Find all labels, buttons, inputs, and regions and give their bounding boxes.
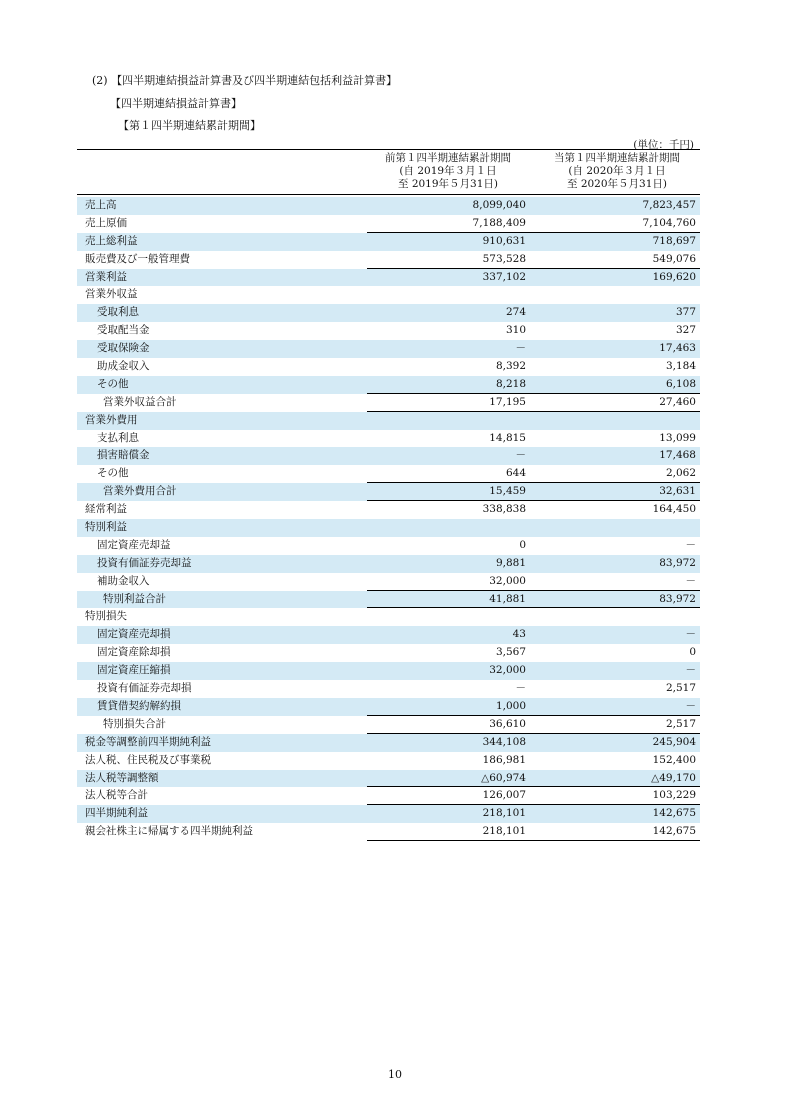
value-prev-period: 14,815 [489, 431, 526, 444]
period-title: 【第１四半期連結累計期間】 [118, 119, 261, 132]
row-label: 営業外費用合計 [103, 485, 177, 498]
row-label: 助成金収入 [97, 360, 150, 373]
value-prev-period: 36,610 [489, 717, 526, 730]
table-row [77, 251, 700, 269]
table-row [77, 555, 700, 573]
row-label: 投資有価証券売却損 [97, 682, 192, 695]
column-header-curr-period [533, 152, 701, 191]
value-prev-period: 910,631 [482, 234, 526, 247]
row-label: 特別損失合計 [103, 717, 166, 730]
table-row [77, 573, 700, 591]
value-curr-period: 142,675 [652, 807, 696, 820]
value-curr-period: 142,675 [652, 825, 696, 838]
table-header [77, 149, 700, 195]
value-prev-period: 15,459 [489, 485, 526, 498]
value-curr-period: 164,450 [652, 503, 696, 516]
table-row [77, 340, 700, 358]
table-row [77, 322, 700, 340]
row-label: 売上原価 [85, 216, 127, 229]
column-header-prev-period [363, 152, 533, 191]
value-curr-period: － [685, 574, 696, 587]
table-row [77, 770, 700, 788]
value-prev-period: 1,000 [495, 699, 526, 712]
value-prev-period: 32,000 [489, 664, 526, 677]
value-curr-period: 6,108 [665, 377, 696, 390]
table-row [77, 215, 700, 233]
value-prev-period: 7,188,409 [472, 216, 526, 229]
table-row [77, 626, 700, 644]
row-label: 法人税等調整額 [85, 771, 159, 784]
table-row [77, 662, 700, 680]
table-row [77, 734, 700, 752]
table-row [77, 805, 700, 823]
table-row [77, 787, 700, 805]
table-row [77, 304, 700, 322]
value-curr-period: 718,697 [652, 234, 696, 247]
row-label: 営業外収益 [85, 288, 138, 301]
value-curr-period: 327 [675, 324, 696, 337]
table-body [77, 197, 700, 841]
row-label: 親会社株主に帰属する四半期純利益 [85, 825, 253, 838]
value-prev-period: 218,101 [482, 825, 526, 838]
row-label: 損害賠償金 [97, 449, 150, 462]
row-label: その他 [97, 377, 129, 390]
column-header-curr-title: 当第１四半期連結累計期間 [554, 152, 680, 164]
table-row [77, 430, 700, 448]
value-prev-period: 186,981 [482, 753, 526, 766]
value-curr-period: 245,904 [652, 735, 696, 748]
column-header-prev-to: 至 2019年５月31日) [397, 178, 499, 190]
table-row [77, 376, 700, 394]
value-curr-period: 17,463 [659, 342, 696, 355]
row-label: 売上総利益 [85, 234, 138, 247]
value-prev-period: 344,108 [482, 735, 526, 748]
row-label: 経常利益 [85, 503, 127, 516]
value-prev-period: － [515, 449, 526, 462]
table-row [77, 519, 700, 537]
row-label: 受取配当金 [97, 324, 150, 337]
value-prev-period: 218,101 [482, 807, 526, 820]
row-label: 営業外収益合計 [103, 395, 177, 408]
rule-gap [530, 840, 538, 841]
table-row [77, 465, 700, 483]
column-header-curr-from: (自 2020年３月１日 [568, 165, 666, 177]
table-row [77, 608, 700, 626]
value-curr-period: 2,517 [665, 682, 696, 695]
value-prev-period: 43 [512, 628, 526, 641]
value-curr-period: 17,468 [659, 449, 696, 462]
table-row [77, 412, 700, 430]
row-label: 固定資産圧縮損 [97, 664, 171, 677]
table-row [77, 716, 700, 734]
value-curr-period: 103,229 [652, 789, 696, 802]
value-curr-period: － [685, 628, 696, 641]
table-row [77, 286, 700, 304]
table-row [77, 197, 700, 215]
value-curr-period: 2,517 [665, 717, 696, 730]
row-label: 固定資産売却益 [97, 538, 171, 551]
value-curr-period: － [685, 699, 696, 712]
value-prev-period: 644 [505, 467, 526, 480]
row-label: 法人税、住民税及び事業税 [85, 753, 211, 766]
section-heading: (2) 【四半期連結損益計算書及び四半期連結包括利益計算書】 [92, 74, 398, 87]
table-row [77, 591, 700, 609]
value-prev-period: 0 [519, 538, 526, 551]
value-prev-period: 41,881 [489, 592, 526, 605]
column-header-curr-to: 至 2020年５月31日) [566, 178, 668, 190]
table-row [77, 269, 700, 287]
value-curr-period: 3,184 [665, 360, 696, 373]
column-header-prev-title: 前第１四半期連結累計期間 [385, 152, 511, 164]
table-row [77, 501, 700, 519]
value-curr-period: 0 [689, 646, 696, 659]
value-prev-period: 8,392 [495, 360, 526, 373]
table-row [77, 752, 700, 770]
row-label: 税金等調整前四半期純利益 [85, 735, 211, 748]
value-curr-period: 83,972 [659, 592, 696, 605]
value-curr-period: 13,099 [659, 431, 696, 444]
row-label: 賃貸借契約解約損 [97, 699, 181, 712]
row-label: 受取利息 [97, 306, 139, 319]
column-header-prev-from: (自 2019年３月１日 [399, 165, 497, 177]
row-label: 特別利益合計 [103, 592, 166, 605]
table-row [77, 698, 700, 716]
value-prev-period: △60,974 [481, 771, 526, 784]
value-prev-period: 274 [505, 306, 526, 319]
value-prev-period: 337,102 [482, 270, 526, 283]
value-curr-period: － [685, 538, 696, 551]
table-row [77, 394, 700, 412]
value-curr-period: △49,170 [651, 771, 696, 784]
value-curr-period: 152,400 [652, 753, 696, 766]
row-label: 支払利息 [97, 431, 139, 444]
table-row [77, 680, 700, 698]
row-label: 補助金収入 [97, 574, 150, 587]
value-curr-period: 7,823,457 [642, 199, 696, 211]
row-label: 売上高 [85, 199, 117, 211]
row-label: 営業利益 [85, 270, 127, 283]
value-prev-period: 17,195 [489, 395, 526, 408]
row-label: 固定資産売却損 [97, 628, 171, 641]
statement-title: 【四半期連結損益計算書】 [110, 97, 242, 110]
table-row [77, 537, 700, 555]
row-label: 営業外費用 [85, 413, 138, 426]
value-prev-period: 3,567 [495, 646, 526, 659]
value-prev-period: 573,528 [482, 252, 526, 265]
value-prev-period: 8,099,040 [472, 199, 526, 211]
value-curr-period: 83,972 [659, 556, 696, 569]
value-prev-period: － [515, 342, 526, 355]
row-label: その他 [97, 467, 129, 480]
value-curr-period: 32,631 [659, 485, 696, 498]
value-curr-period: 2,062 [665, 467, 696, 480]
value-prev-period: 9,881 [495, 556, 526, 569]
page-number: 10 [388, 1068, 402, 1081]
table-row [77, 447, 700, 465]
value-prev-period: 32,000 [489, 574, 526, 587]
value-prev-period: － [515, 682, 526, 695]
value-curr-period: 169,620 [652, 270, 696, 283]
income-statement-table [77, 149, 700, 841]
table-row [77, 823, 700, 841]
row-label: 特別損失 [85, 610, 127, 623]
value-curr-period: 377 [675, 306, 696, 319]
row-label: 投資有価証券売却益 [97, 556, 192, 569]
value-curr-period: － [685, 664, 696, 677]
row-label: 特別利益 [85, 521, 127, 534]
unit-label: (単位：千円) [633, 139, 694, 151]
row-label: 法人税等合計 [85, 789, 148, 802]
row-label: 販売費及び一般管理費 [85, 252, 190, 265]
value-curr-period: 27,460 [659, 395, 696, 408]
row-label: 固定資産除却損 [97, 646, 171, 659]
value-curr-period: 7,104,760 [642, 216, 696, 229]
table-row [77, 483, 700, 501]
value-prev-period: 126,007 [482, 789, 526, 802]
table-row [77, 644, 700, 662]
row-label: 受取保険金 [97, 342, 150, 355]
value-prev-period: 8,218 [495, 377, 526, 390]
value-prev-period: 338,838 [482, 503, 526, 516]
table-row [77, 233, 700, 251]
row-label: 四半期純利益 [85, 807, 148, 820]
value-prev-period: 310 [505, 324, 526, 337]
table-row [77, 358, 700, 376]
value-curr-period: 549,076 [652, 252, 696, 265]
